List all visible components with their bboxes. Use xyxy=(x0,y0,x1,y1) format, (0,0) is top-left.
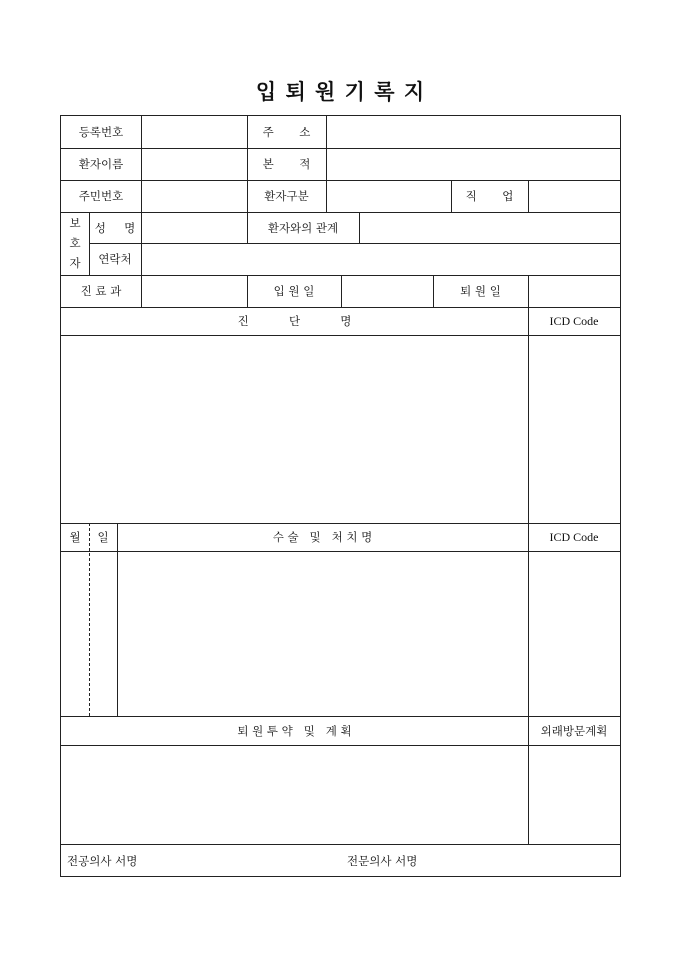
guardian-label-char-3: 자 xyxy=(69,256,81,270)
admission-date-label: 입 원 일 xyxy=(273,284,315,298)
diagnosis-header: 진 단 명 xyxy=(237,314,352,328)
outpatient-plan-label: 외래방문계획 xyxy=(540,723,608,738)
address-label: 주 소 xyxy=(262,125,311,139)
specialist-signature-label: 전문의사 서명 xyxy=(347,853,418,868)
diagnosis-text-area[interactable] xyxy=(61,336,528,523)
origin-field[interactable] xyxy=(327,148,620,180)
patient-type-field[interactable] xyxy=(327,180,451,212)
occupation-field[interactable] xyxy=(529,180,620,212)
surgery-header: 수 술 및 처 치 명 xyxy=(272,530,373,544)
discharge-date-field[interactable] xyxy=(529,275,620,307)
guardian-label-char-2: 호 xyxy=(69,236,81,250)
guardian-name-label: 성 명 xyxy=(94,220,136,235)
occupation-label: 직 업 xyxy=(465,189,514,203)
icd-code-header-diagnosis: ICD Code xyxy=(549,313,599,328)
month-label: 월 xyxy=(69,530,81,544)
surgery-month-field[interactable] xyxy=(61,552,89,716)
department-label: 진 료 과 xyxy=(80,284,122,298)
contact-field[interactable] xyxy=(142,243,620,275)
discharge-date-label: 퇴 원 일 xyxy=(460,284,501,298)
resident-no-field[interactable] xyxy=(142,180,247,212)
surgery-day-field[interactable] xyxy=(90,552,117,716)
diagnosis-icd-field[interactable] xyxy=(529,336,620,523)
surgery-icd-field[interactable] xyxy=(529,552,620,716)
relation-label: 환자와의 관계 xyxy=(267,220,339,235)
relation-field[interactable] xyxy=(360,212,620,243)
discharge-summary-text-area[interactable] xyxy=(61,746,528,844)
day-label: 일 xyxy=(97,530,109,544)
origin-label: 본 적 xyxy=(262,157,311,171)
resident-signature-field[interactable] xyxy=(161,845,331,876)
registration-no-field[interactable] xyxy=(142,116,247,148)
guardian-label-char-1: 보 xyxy=(69,216,81,230)
department-field[interactable] xyxy=(142,275,247,307)
registration-no-label: 등록번호 xyxy=(78,125,124,139)
surgery-text-area[interactable] xyxy=(118,552,528,716)
icd-code-header-surgery: ICD Code xyxy=(549,529,599,544)
record-form-table xyxy=(60,115,621,877)
patient-type-label: 환자구분 xyxy=(264,189,309,203)
outpatient-plan-field[interactable] xyxy=(529,746,620,844)
specialist-signature-field[interactable] xyxy=(441,845,620,876)
guardian-name-field[interactable] xyxy=(142,212,247,243)
address-field[interactable] xyxy=(327,116,620,148)
patient-name-field[interactable] xyxy=(142,148,247,180)
resident-no-label: 주민번호 xyxy=(78,189,124,203)
discharge-summary-header: 퇴 원 투 약 및 계 획 xyxy=(237,723,352,738)
contact-label: 연락처 xyxy=(98,252,132,266)
admission-date-field[interactable] xyxy=(342,275,433,307)
form-title: 입 퇴 원 기 록 지 xyxy=(255,79,425,104)
resident-signature-label: 전공의사 서명 xyxy=(67,853,138,868)
patient-name-label: 환자이름 xyxy=(78,157,124,171)
